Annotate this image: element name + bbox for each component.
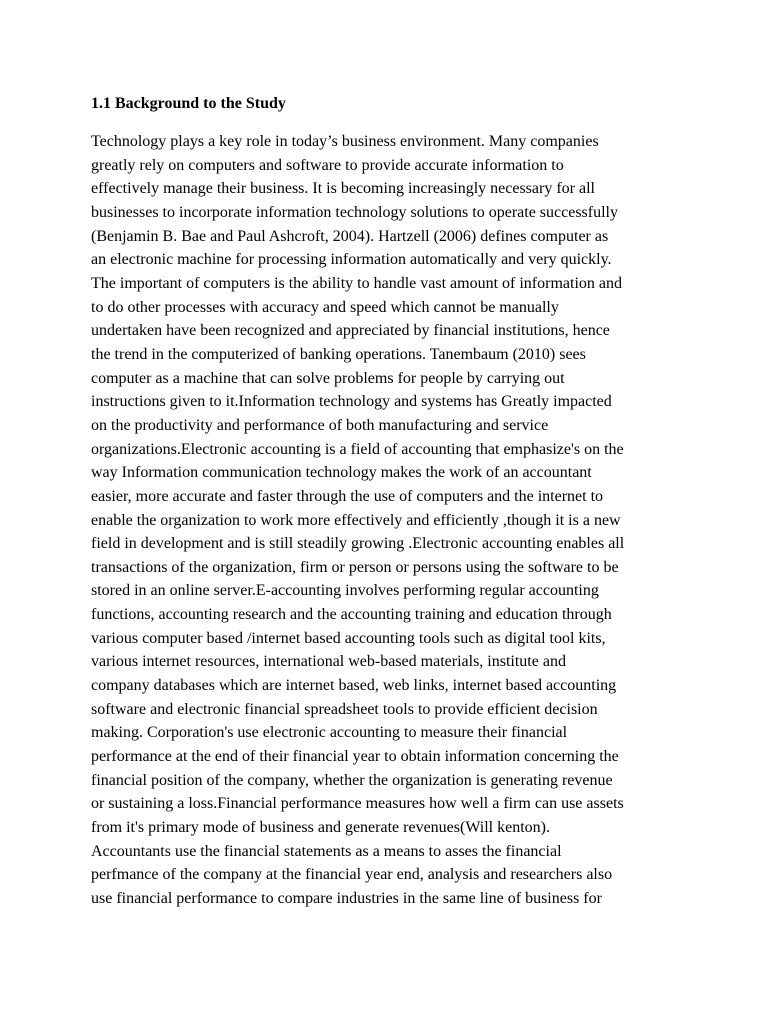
text-line: transactions of the organization, firm or person or persons using the software to be	[91, 558, 619, 576]
text-line: field in development and is still steadily growing .Electronic accounting enables all	[91, 535, 625, 553]
text-line: from it's primary mode of business and generate revenues(Will kenton).	[91, 819, 550, 837]
text-line: businesses to incorporate information technology solutions to operate successfully	[91, 203, 618, 221]
text-line: organizations.Electronic accounting is a field of accounting that emphasize's on the	[91, 440, 624, 458]
text-line: making. Corporation's use electronic accounting to measure their financial	[91, 724, 568, 742]
text-line: stored in an online server.E-accounting involves performing regular accounting	[91, 582, 599, 600]
text-line: (Benjamin B. Bae and Paul Ashcroft, 2004). Hartzell (2006) defines computer as	[91, 227, 609, 245]
section-heading: 1.1 Background to the Study	[91, 95, 286, 112]
text-line: various internet resources, international web-based materials, institute and	[91, 653, 566, 671]
text-line: the trend in the computerized of banking operations. Tanembaum (2010) sees	[91, 345, 586, 363]
text-line: company databases which are internet based, web links, internet based accounting	[91, 677, 617, 695]
text-line: Accountants use the financial statements as a means to asses the financial	[91, 842, 562, 860]
text-line: use financial performance to compare industries in the same line of business for	[91, 890, 602, 907]
text-line: effectively manage their business. It is becoming increasingly necessary for all	[91, 180, 595, 198]
text-line: easier, more accurate and faster through the use of computers and the internet to	[91, 487, 604, 505]
text-line: on the productivity and performance of both manufacturing and service	[91, 416, 549, 434]
text-line: to do other processes with accuracy and speed which cannot be manually	[91, 298, 559, 316]
text-line: Technology plays a key role in today’s business environment. Many companies	[91, 133, 599, 150]
text-line: undertaken have been recognized and appreciated by financial institutions, hence	[91, 322, 610, 340]
text-line: or sustaining a loss.Financial performance measures how well a firm can use assets	[91, 795, 624, 813]
text-line: enable the organization to work more effectively and efficiently ,though it is a new	[91, 511, 621, 529]
text-line: perfmance of the company at the financial year end, analysis and researchers also	[91, 866, 613, 884]
text-line: greatly rely on computers and software to provide accurate information to	[91, 156, 564, 174]
text-line: functions, accounting research and the accounting training and education through	[91, 606, 612, 624]
text-line: financial position of the company, whether the organization is generating revenue	[91, 771, 613, 789]
text-line: The important of computers is the ability to handle vast amount of information and	[91, 274, 622, 292]
text-line: computer as a machine that can solve problems for people by carrying out	[91, 369, 565, 387]
text-line: various computer based /internet based accounting tools such as digital tool kits,	[91, 629, 606, 647]
text-line: way Information communication technology makes the work of an accountant	[91, 464, 592, 482]
text-line: an electronic machine for processing information automatically and very quickly.	[91, 251, 612, 269]
body-paragraph	[91, 130, 624, 911]
text-line: performance at the end of their financial year to obtain information concerning the	[91, 748, 619, 766]
text-line: software and electronic financial spreadsheet tools to provide efficient decision	[91, 700, 598, 718]
text-line: instructions given to it.Information technology and systems has Greatly impacted	[91, 393, 612, 411]
